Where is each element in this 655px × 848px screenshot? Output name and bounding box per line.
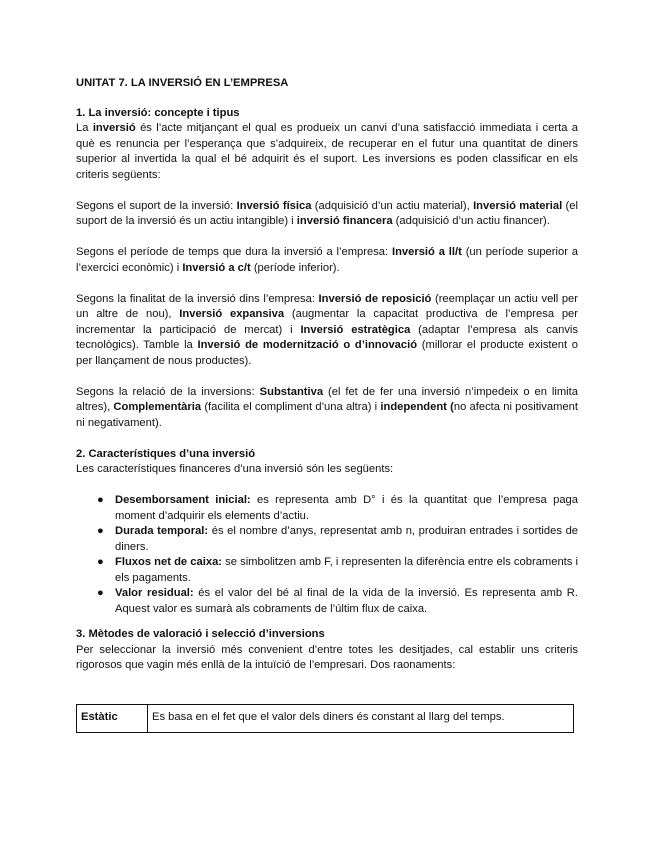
- table-cell-description: Es basa en el fet que el valor dels diners és constant al llarg del temps.: [148, 704, 574, 733]
- section-1-heading: 1. La inversió: concepte i tipus: [76, 106, 240, 119]
- paragraph-suport: Segons el suport de la inversió: Inversió física (adquisició d’un actiu material), Inversió material (el suport de la inversió és un actiu intangible) i inversió financera (adquisició d’un actiu financer).: [76, 199, 578, 227]
- bullet-icon: ●: [97, 587, 104, 599]
- list-item: ● Fluxos net de caixa: se simbolitzen amb F, i representen la diferència entre els cobraments i els pagaments.: [97, 556, 578, 584]
- table-row: [77, 704, 574, 733]
- paragraph-temps: Segons el període de temps que dura la inversió a l’empresa: Inversió a ll/t (un període superior a l’exercici econòmic) i Inversió a c/t (període inferior).: [76, 246, 578, 274]
- section-2-intro: Les característiques financeres d’una inversió són les següents:: [76, 463, 394, 475]
- bullet-icon: ●: [97, 494, 104, 506]
- paragraph-relacio: Segons la relació de la inversions: Substantiva (el fet de fer una inversió n’impedeix o en limita altres), Complementària (facilita el compliment d’una altra) i independent (no afecta ni positivament ni negativament).: [76, 385, 578, 429]
- paragraph-finalitat: Segons la finalitat de la inversió dins l’empresa: Inversió de reposició (reemplaçar un actiu vell per un altre de nou), Inversió expansiva (augmentar la capacitat productiva de l’empresa per incrementar la participació de mercat) i Inversió estratègica (adaptar l’empresa als canvis tecnològics). Tamble la Inversió de modernització o d’innovació (millorar el producte existent o per llançament de nous productes).: [76, 292, 579, 367]
- list-item: ● Durada temporal: és el nombre d’anys, representat amb n, produiran entrades i sortides de diners.: [97, 525, 579, 553]
- characteristics-list: [76, 493, 578, 617]
- list-item: ● Valor residual: és el valor del bé al final de la vida de la inversió. Es representa amb R. Aquest valor es sumarà als cobraments de l’últim flux de caixa.: [97, 587, 578, 615]
- list-item: ● Desemborsament inicial: es representa amb D° i és la quantitat que l’empresa paga moment d’adquirir els elements d’actiu.: [97, 494, 578, 522]
- section-2-heading: 2. Característiques d’una inversió: [76, 447, 256, 460]
- section-1-intro: La inversió és l’acte mitjançant el qual es produeix un canvi d’una satisfacció immediata i certa a què es renuncia per l’esperança que s’adquireix, de recuperar en el futur una quantitat de diners superior al invertida la qual el bé adquirit és el suport. Les inversions es poden classificar en els criteris següents:: [76, 122, 578, 181]
- bullet-icon: ●: [97, 525, 104, 537]
- document-body: [76, 76, 578, 733]
- page-title: UNITAT 7. LA INVERSIÓ EN L’EMPRESA: [76, 77, 289, 89]
- methods-table: [76, 704, 574, 734]
- section-3-intro: Per seleccionar la inversió més convenient d’entre totes les desitjades, cal establir uns criteris rigorosos que vagin més enllà de la intuïció de l’empresari. Dos raonaments:: [76, 643, 578, 671]
- bullet-icon: ●: [97, 556, 104, 568]
- table-cell-term: Estàtic: [77, 704, 148, 733]
- section-3-heading: 3. Mètodes de valoració i selecció d’inversions: [76, 628, 325, 640]
